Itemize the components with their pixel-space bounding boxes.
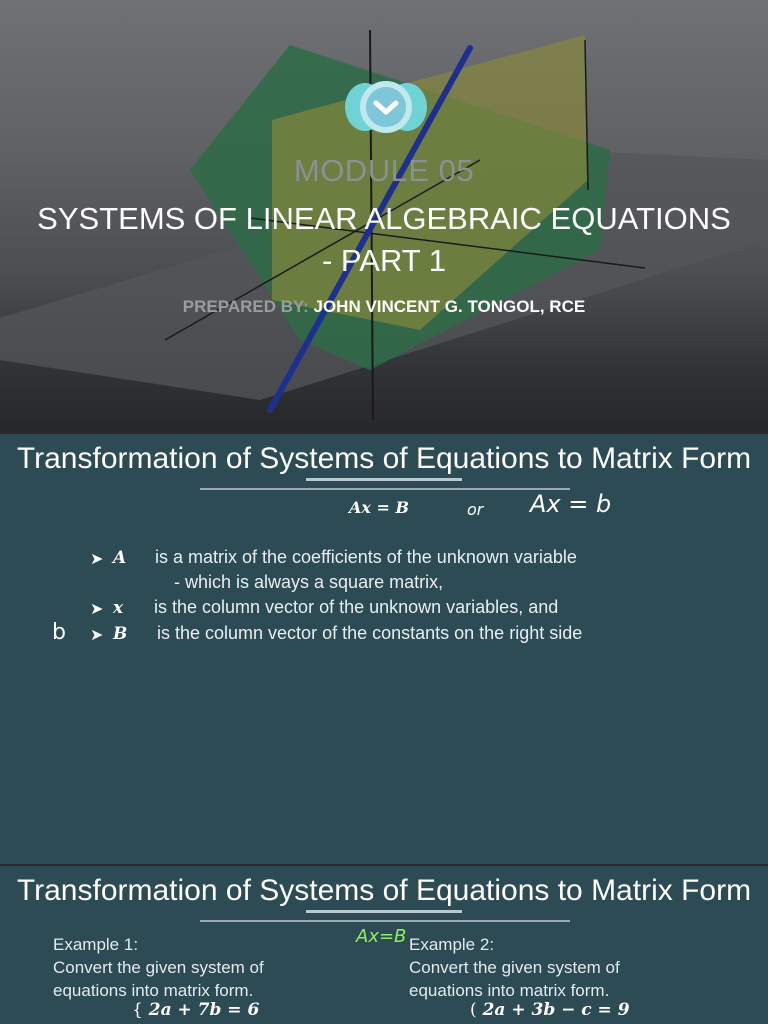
bullet-symbol: A xyxy=(113,548,127,568)
heading-accent-line xyxy=(306,478,462,481)
matrix-form-slide xyxy=(0,434,768,864)
handwritten-b: b xyxy=(52,620,66,645)
example-2-instruction: Convert the given system of equations into matrix form. xyxy=(409,958,620,1000)
bullet-text: is a matrix of the coefficients of the unknown variable xyxy=(155,547,577,567)
slide-heading: Transformation of Systems of Equations to Matrix Form xyxy=(16,874,752,907)
slide-main-title xyxy=(0,198,768,282)
slide-heading: Transformation of Systems of Equations to Matrix Form xyxy=(16,442,752,475)
matrix-equation: Ax = B xyxy=(349,498,410,517)
brace-icon: ( xyxy=(470,1000,477,1020)
brace-icon: { xyxy=(132,1000,143,1020)
author-name: JOHN VINCENT G. TONGOL, RCE xyxy=(313,297,586,316)
module-number: MODULE 05 xyxy=(293,153,475,188)
example-1-instruction: Convert the given system of equations into matrix form. xyxy=(53,958,264,1000)
bullet-subtext: - which is always a square matrix, xyxy=(174,572,444,592)
handwritten-note: Ax=B xyxy=(356,926,407,947)
title-slide xyxy=(0,0,768,432)
example-2-label: Example 2: xyxy=(409,935,495,954)
module-logo-icon xyxy=(345,81,427,133)
author-byline xyxy=(0,297,768,317)
bullet-text: is the column vector of the unknown variables, and xyxy=(154,597,559,617)
bullet-text: is the column vector of the constants on the right side xyxy=(157,623,583,643)
heading-underline xyxy=(200,488,570,490)
bullet-symbol: B xyxy=(113,624,128,644)
example-2-equation: ( 2a + 3b − c = 9 xyxy=(470,1000,630,1020)
bullet-arrow-icon: ➤ xyxy=(90,599,104,618)
bullet-symbol: x xyxy=(113,598,124,618)
title-line-2: - PART 1 xyxy=(321,243,447,278)
example-1-label: Example 1: xyxy=(53,935,139,954)
bullet-arrow-icon: ➤ xyxy=(90,549,104,568)
handwritten-equation: Ax = b xyxy=(530,490,612,518)
prepared-by-label: PREPARED BY: xyxy=(182,297,309,316)
heading-accent-line xyxy=(306,910,462,913)
example-1-equation: { 2a + 7b = 6 xyxy=(132,1000,260,1020)
title-line-1: SYSTEMS OF LINEAR ALGEBRAIC EQUATIONS xyxy=(37,201,731,236)
examples-slide xyxy=(0,866,768,1024)
bullet-arrow-icon: ➤ xyxy=(90,625,104,644)
heading-underline xyxy=(200,920,570,922)
handwritten-or: or xyxy=(467,500,484,519)
